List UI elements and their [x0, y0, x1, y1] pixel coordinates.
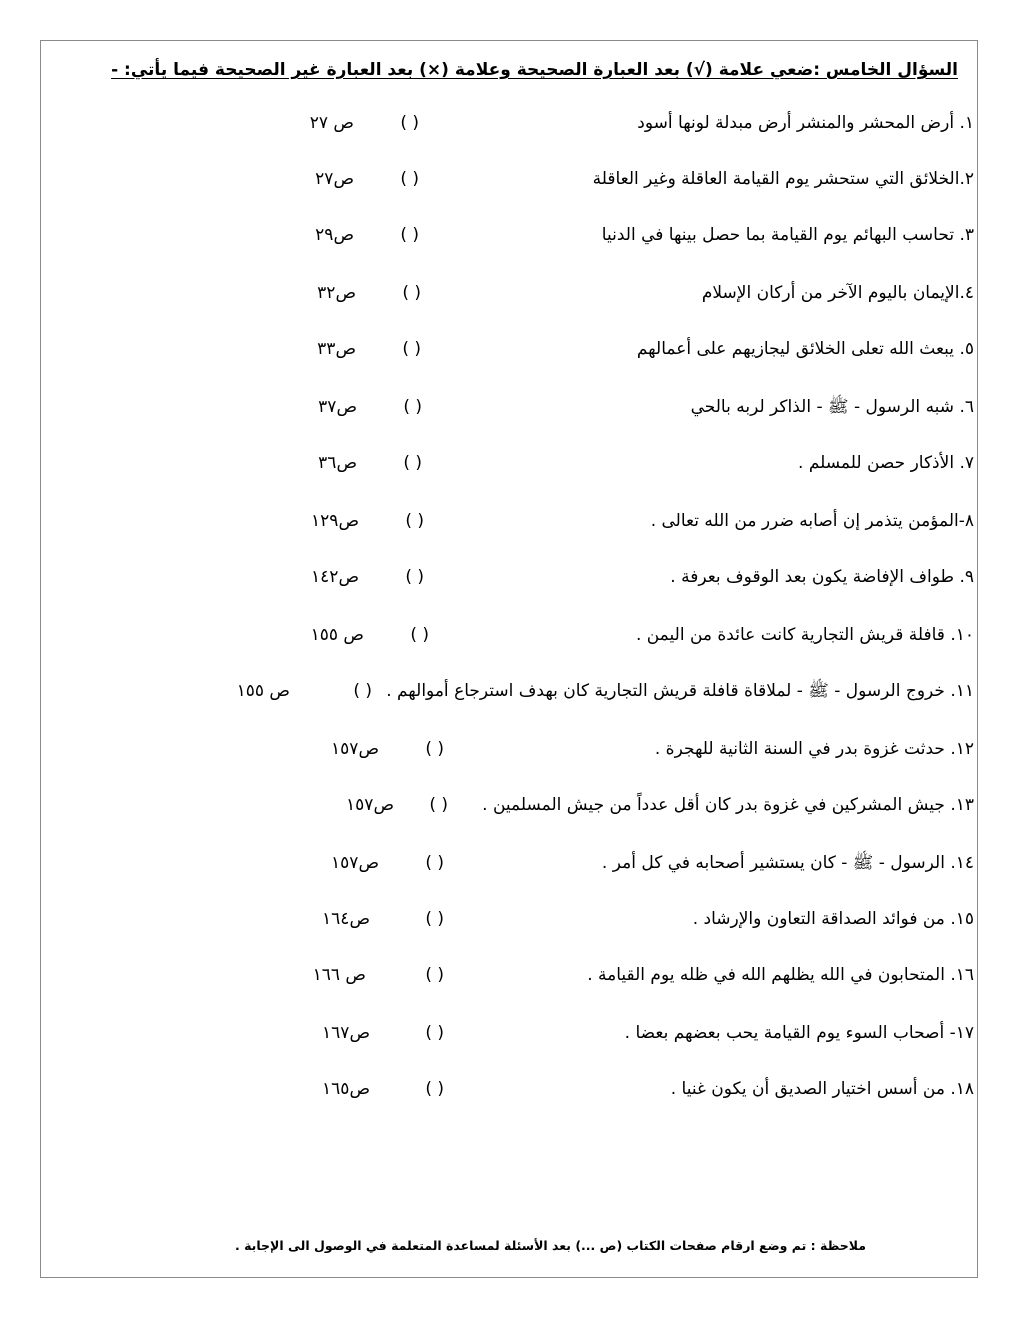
list-item — [234, 1074, 974, 1104]
footer-note: ملاحظة : تم وضع ارقام صفحات الكتاب (ص ...) بعد الأسئلة لمساعدة المتعلمة في الوصول الى الإجابة . — [234, 1238, 866, 1253]
statement-text: ٦. شبه الرسول - ﷺ - الذاكر لربه بالحي — [690, 397, 974, 417]
page-reference: ص٣٧ — [318, 397, 357, 417]
statement-text: ٤.الإيمان باليوم الآخر من أركان الإسلام — [701, 283, 974, 303]
list-item — [234, 562, 974, 592]
statement-text: ١٤. الرسول - ﷺ - كان يستشير أصحابه في كل أمر . — [601, 853, 974, 873]
list-item — [234, 278, 974, 308]
page-reference: ص١٥٧ — [346, 795, 394, 815]
statement-text: ٨-المؤمن يتذمر إن أصابه ضرر من الله تعالى . — [650, 511, 974, 531]
page-reference: ص١٤٢ — [311, 567, 359, 587]
page-reference: ص ١٥٥ — [310, 625, 364, 645]
statement-text: ١٠. قافلة قريش التجارية كانت عائدة من اليمن . — [635, 625, 974, 645]
answer-blank[interactable]: ( ) — [353, 681, 372, 701]
statement-text: ١٢. حدثت غزوة بدر في السنة الثانية للهجرة . — [654, 739, 974, 759]
statement-text: ١٨. من أسس اختيار الصديق أن يكون غنيا . — [670, 1079, 974, 1099]
statement-text: ٧. الأذكار حصن للمسلم . — [798, 453, 974, 473]
statement-text: ١٣. جيش المشركين في غزوة بدر كان أقل عدداً من جيش المسلمين . — [482, 795, 974, 815]
page-reference: ص ٢٧ — [309, 113, 354, 133]
answer-blank[interactable]: ( ) — [400, 225, 419, 245]
answer-blank[interactable]: ( ) — [425, 1023, 444, 1043]
question-title: السؤال الخامس :ضعي علامة (√) بعد العبارة الصحيحة وعلامة (×) بعد العبارة غير الصحيحة فيما يأتي: - — [111, 60, 958, 80]
list-item — [234, 960, 974, 990]
answer-blank[interactable]: ( ) — [402, 339, 421, 359]
statement-text: ١٥. من فوائد الصداقة التعاون والإرشاد . — [692, 909, 974, 929]
list-item — [234, 448, 974, 478]
statement-text: ١٦. المتحابون في الله يظلهم الله في ظله يوم القيامة . — [587, 965, 974, 985]
answer-blank[interactable]: ( ) — [403, 453, 422, 473]
answer-blank[interactable]: ( ) — [425, 909, 444, 929]
page-reference: ص٣٢ — [317, 283, 356, 303]
statement-text: ٢.الخلائق التي ستحشر يوم القيامة العاقلة وغير العاقلة — [592, 169, 974, 189]
statement-text: ٣. تحاسب البهائم يوم القيامة بما حصل بينها في الدنيا — [601, 225, 974, 245]
answer-blank[interactable]: ( ) — [405, 511, 424, 531]
page-reference: ص٣٣ — [317, 339, 356, 359]
list-item — [234, 108, 974, 138]
list-item — [234, 734, 974, 764]
list-item — [234, 164, 974, 194]
page-reference: ص١٦٧ — [322, 1023, 370, 1043]
statement-text: ٩. طواف الإفاضة يكون بعد الوقوف بعرفة . — [670, 567, 974, 587]
answer-blank[interactable]: ( ) — [410, 625, 429, 645]
answer-blank[interactable]: ( ) — [425, 853, 444, 873]
answer-blank[interactable]: ( ) — [425, 965, 444, 985]
page-reference: ص٢٧ — [315, 169, 354, 189]
answer-blank[interactable]: ( ) — [403, 397, 422, 417]
page-reference: ص١٥٧ — [331, 739, 379, 759]
list-item — [234, 848, 974, 878]
page-reference: ص٣٦ — [318, 453, 357, 473]
list-item — [234, 904, 974, 934]
list-item — [234, 220, 974, 250]
answer-blank[interactable]: ( ) — [400, 113, 419, 133]
statement-text: ١. أرض المحشر والمنشر أرض مبدلة لونها أسود — [637, 113, 974, 133]
list-item — [234, 506, 974, 536]
statement-text: ٥. يبعث الله تعلى الخلائق ليجازيهم على أعمالهم — [636, 339, 974, 359]
answer-blank[interactable]: ( ) — [402, 283, 421, 303]
page-reference: ص٢٩ — [315, 225, 354, 245]
list-item — [234, 790, 974, 820]
list-item — [234, 1018, 974, 1048]
page-reference: ص١٦٥ — [322, 1079, 370, 1099]
answer-blank[interactable]: ( ) — [405, 567, 424, 587]
page-reference: ص١٢٩ — [311, 511, 359, 531]
page-reference: ص١٦٤ — [322, 909, 370, 929]
page-reference: ص ١٦٦ — [312, 965, 366, 985]
statement-text: ١٧- أصحاب السوء يوم القيامة يحب بعضهم بعضا . — [624, 1023, 974, 1043]
list-item — [234, 392, 974, 422]
list-item — [194, 676, 974, 706]
page-reference: ص ١٥٥ — [236, 681, 290, 701]
answer-blank[interactable]: ( ) — [425, 1079, 444, 1099]
statement-text: ١١. خروج الرسول - ﷺ - لملاقاة قافلة قريش التجارية كان بهدف استرجاع أموالهم . — [386, 681, 974, 701]
answer-blank[interactable]: ( ) — [400, 169, 419, 189]
answer-blank[interactable]: ( ) — [425, 739, 444, 759]
answer-blank[interactable]: ( ) — [429, 795, 448, 815]
list-item — [234, 620, 974, 650]
page-reference: ص١٥٧ — [331, 853, 379, 873]
list-item — [234, 334, 974, 364]
